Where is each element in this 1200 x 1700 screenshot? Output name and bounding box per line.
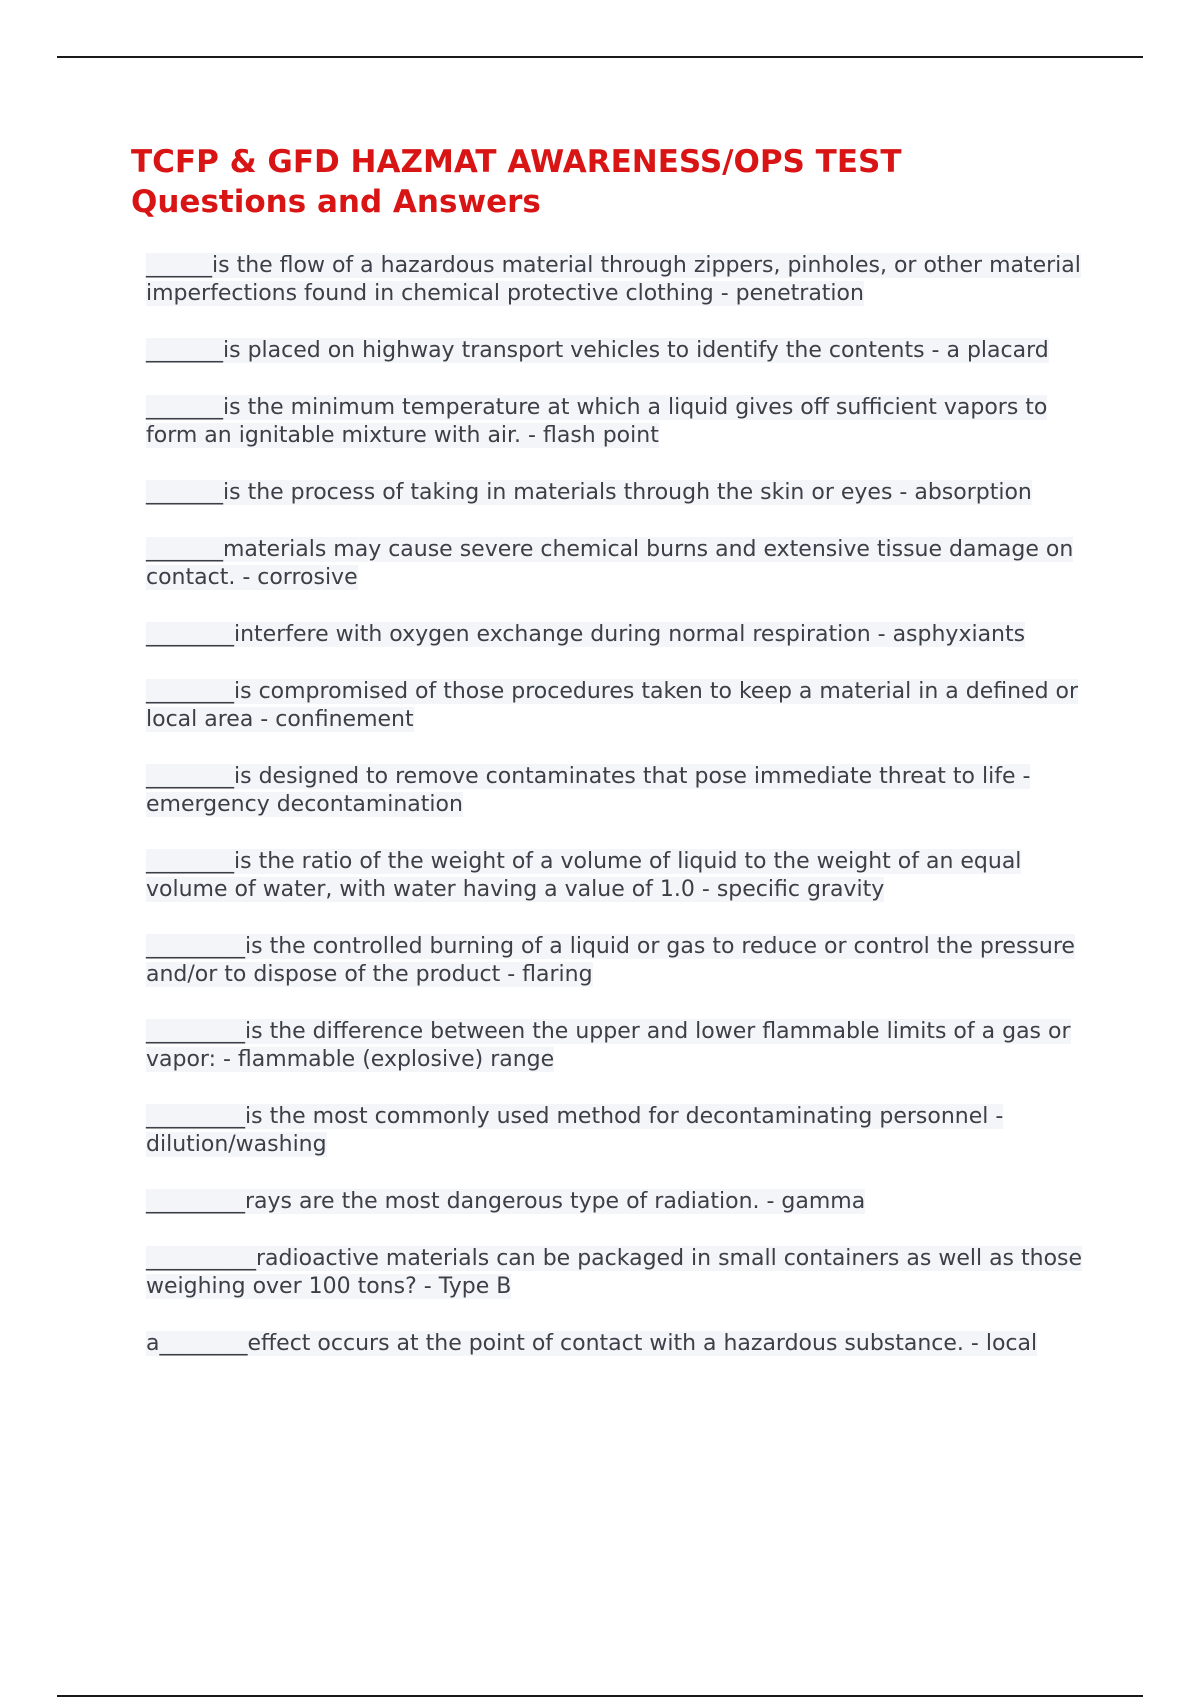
qa-item (146, 763, 1086, 819)
qa-list (146, 252, 1086, 1387)
qa-item (146, 337, 1086, 365)
qa-text: ________is the ratio of the weight of a volume of liquid to the weight of an equal volume of water, with water having a value of 1.0 - specific gravity (146, 849, 1022, 902)
qa-item (146, 933, 1086, 989)
qa-item (146, 479, 1086, 507)
qa-text: _________is the difference between the upper and lower flammable limits of a gas or vapor: - flammable (explosive) range (146, 1019, 1071, 1072)
qa-text: ______is the flow of a hazardous material through zippers, pinholes, or other material imperfections found in chemical protective clothing - penetration (146, 253, 1081, 306)
qa-item (146, 1018, 1086, 1074)
qa-text: _______is the minimum temperature at which a liquid gives off sufficient vapors to form an ignitable mixture with air. - flash point (146, 395, 1048, 448)
qa-item (146, 678, 1086, 734)
qa-item (146, 394, 1086, 450)
qa-text: __________radioactive materials can be packaged in small containers as well as those weighing over 100 tons? - Type B (146, 1246, 1083, 1299)
title-line-1: TCFP & GFD HAZMAT AWARENESS/OPS TEST (131, 144, 902, 180)
qa-text: _________rays are the most dangerous type of radiation. - gamma (146, 1189, 866, 1214)
qa-text: _________is the controlled burning of a liquid or gas to reduce or control the pressure and/or to dispose of the product - flaring (146, 934, 1075, 987)
page-title (131, 142, 1081, 222)
top-rule (57, 56, 1143, 58)
qa-item (146, 1103, 1086, 1159)
qa-text: _______materials may cause severe chemical burns and extensive tissue damage on contact. - corrosive (146, 537, 1074, 590)
title-line-2: Questions and Answers (131, 184, 541, 220)
qa-text: a________effect occurs at the point of contact with a hazardous substance. - local (146, 1331, 1038, 1356)
qa-item (146, 536, 1086, 592)
qa-text: _________is the most commonly used method for decontaminating personnel - dilution/washing (146, 1104, 1004, 1157)
qa-item (146, 1330, 1086, 1358)
qa-item (146, 848, 1086, 904)
qa-item (146, 1188, 1086, 1216)
qa-text: _______is placed on highway transport vehicles to identify the contents - a placard (146, 338, 1049, 363)
qa-text: _______is the process of taking in materials through the skin or eyes - absorption (146, 480, 1032, 505)
qa-item (146, 621, 1086, 649)
qa-text: ________is compromised of those procedures taken to keep a material in a defined or local area - confinement (146, 679, 1079, 732)
qa-text: ________interfere with oxygen exchange during normal respiration - asphyxiants (146, 622, 1026, 647)
bottom-rule (57, 1695, 1143, 1697)
qa-item (146, 1245, 1086, 1301)
qa-item (146, 252, 1086, 308)
qa-text: ________is designed to remove contaminates that pose immediate threat to life - emergency decontamination (146, 764, 1031, 817)
